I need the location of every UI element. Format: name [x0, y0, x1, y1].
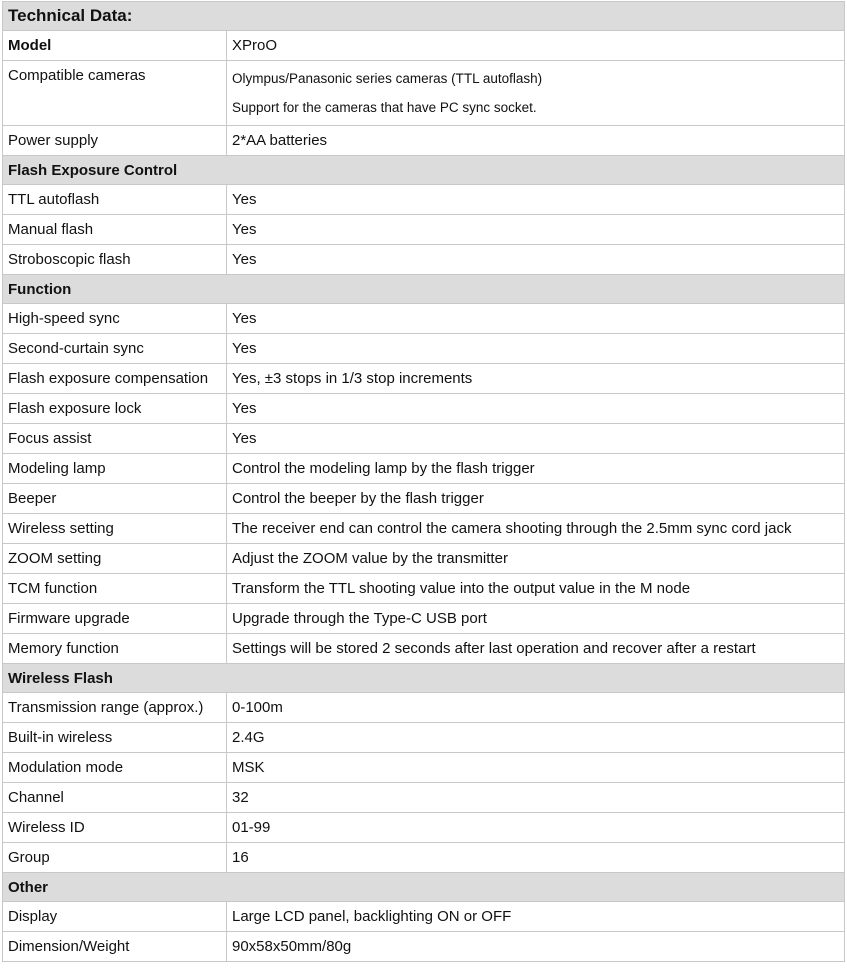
spec-label: Second-curtain sync [3, 334, 227, 364]
spec-value: Yes [227, 304, 845, 334]
spec-label: Group [3, 843, 227, 873]
spec-label: Built-in wireless [3, 723, 227, 753]
table-row [3, 634, 845, 664]
spec-label: Stroboscopic flash [3, 245, 227, 275]
technical-data-table-wrapper [2, 1, 844, 962]
spec-value: 2.4G [227, 723, 845, 753]
table-row [3, 514, 845, 544]
spec-label: Manual flash [3, 215, 227, 245]
compatible-cameras-line: Support for the cameras that have PC sync socket. [232, 100, 537, 115]
table-row [3, 484, 845, 514]
spec-label: Wireless ID [3, 813, 227, 843]
table-row [3, 424, 845, 454]
table-title-row [3, 2, 845, 31]
table-row [3, 31, 845, 61]
table-row [3, 544, 845, 574]
spec-value: Transform the TTL shooting value into the output value in the M node [227, 574, 845, 604]
spec-label: Dimension/Weight [3, 932, 227, 962]
spec-label: Memory function [3, 634, 227, 664]
table-row [3, 723, 845, 753]
power-supply-value: 2*AA batteries [227, 126, 845, 156]
spec-value: 32 [227, 783, 845, 813]
spec-label: Transmission range (approx.) [3, 693, 227, 723]
spec-label: ZOOM setting [3, 544, 227, 574]
table-row [3, 783, 845, 813]
table-row [3, 813, 845, 843]
spec-value: Yes, ±3 stops in 1/3 stop increments [227, 364, 845, 394]
spec-label: Display [3, 902, 227, 932]
spec-value: Control the modeling lamp by the flash trigger [227, 454, 845, 484]
table-row [3, 454, 845, 484]
table-row [3, 394, 845, 424]
model-value: XProO [227, 31, 845, 61]
power-supply-label: Power supply [3, 126, 227, 156]
model-label: Model [3, 31, 227, 61]
spec-value: Adjust the ZOOM value by the transmitter [227, 544, 845, 574]
spec-label: Modeling lamp [3, 454, 227, 484]
spec-value: Yes [227, 334, 845, 364]
sections-body [3, 156, 845, 962]
spec-label: Beeper [3, 484, 227, 514]
spec-label: TTL autoflash [3, 185, 227, 215]
table-row [3, 304, 845, 334]
table-row [3, 215, 845, 245]
compatible-cameras-label: Compatible cameras [3, 61, 227, 126]
spec-label: TCM function [3, 574, 227, 604]
spec-label: Channel [3, 783, 227, 813]
table-row [3, 932, 845, 962]
table-row [3, 126, 845, 156]
spec-value: Yes [227, 424, 845, 454]
spec-value: Yes [227, 394, 845, 424]
table-row [3, 902, 845, 932]
section-title: Flash Exposure Control [3, 156, 845, 185]
table-row [3, 604, 845, 634]
section-title: Wireless Flash [3, 664, 845, 693]
spec-value: Upgrade through the Type-C USB port [227, 604, 845, 634]
table-row [3, 334, 845, 364]
spec-label: High-speed sync [3, 304, 227, 334]
table-title: Technical Data: [3, 2, 845, 31]
section-header-row [3, 664, 845, 693]
table-row [3, 364, 845, 394]
section-title: Function [3, 275, 845, 304]
section-header-row [3, 156, 845, 185]
technical-data-table [2, 1, 845, 962]
table-row [3, 61, 845, 126]
spec-value: Large LCD panel, backlighting ON or OFF [227, 902, 845, 932]
spec-value: Settings will be stored 2 seconds after last operation and recover after a restart [227, 634, 845, 664]
spec-value: Yes [227, 215, 845, 245]
spec-value: MSK [227, 753, 845, 783]
spec-label: Flash exposure lock [3, 394, 227, 424]
spec-label: Focus assist [3, 424, 227, 454]
table-row [3, 185, 845, 215]
table-row [3, 245, 845, 275]
spec-value: 0-100m [227, 693, 845, 723]
table-row [3, 574, 845, 604]
section-header-row [3, 873, 845, 902]
spec-label: Modulation mode [3, 753, 227, 783]
compatible-cameras-line: Olympus/Panasonic series cameras (TTL autoflash) [232, 71, 543, 86]
compatible-cameras-value [227, 61, 845, 126]
spec-label: Flash exposure compensation [3, 364, 227, 394]
spec-value: 90x58x50mm/80g [227, 932, 845, 962]
section-title: Other [3, 873, 845, 902]
spec-value: Yes [227, 185, 845, 215]
spec-value: 01-99 [227, 813, 845, 843]
table-row [3, 843, 845, 873]
spec-value: Control the beeper by the flash trigger [227, 484, 845, 514]
spec-value: Yes [227, 245, 845, 275]
table-row [3, 693, 845, 723]
spec-value: The receiver end can control the camera shooting through the 2.5mm sync cord jack [227, 514, 845, 544]
table-row [3, 753, 845, 783]
spec-value: 16 [227, 843, 845, 873]
spec-label: Firmware upgrade [3, 604, 227, 634]
section-header-row [3, 275, 845, 304]
spec-label: Wireless setting [3, 514, 227, 544]
